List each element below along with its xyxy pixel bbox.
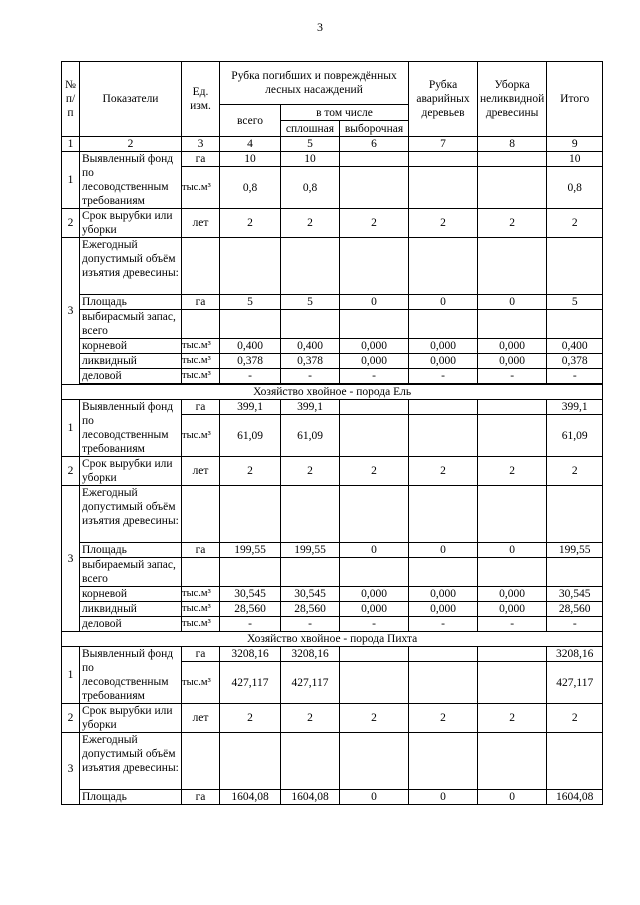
value-cell: 3208,16 (281, 647, 340, 662)
value-cell: 399,1 (547, 400, 603, 415)
value-cell: - (409, 617, 478, 632)
indicator-label: Срок вырубки или уборки (80, 457, 182, 486)
value-cell: - (478, 617, 547, 632)
value-cell: 199,55 (281, 543, 340, 558)
row-number: 3 (62, 486, 80, 632)
value-cell: 10 (220, 152, 281, 167)
value-cell: 2 (547, 209, 603, 238)
unit-cell: тыс.м³ (182, 602, 220, 617)
value-cell: 28,560 (220, 602, 281, 617)
value-cell: 0,000 (478, 339, 547, 354)
section-title: Хозяйство хвойное - порода Ель (62, 385, 603, 400)
header-unit: Ед. изм. (182, 62, 220, 137)
header-including: в том числе (281, 105, 409, 121)
unit-cell: тыс.м³ (182, 587, 220, 602)
col-number: 3 (182, 137, 220, 152)
row-number: 2 (62, 704, 80, 733)
value-cell: 0,000 (340, 602, 409, 617)
unit-cell: га (182, 543, 220, 558)
value-cell: - (220, 617, 281, 632)
value-cell: 0,378 (281, 354, 340, 369)
value-cell (340, 152, 409, 167)
value-cell: 1604,08 (281, 790, 340, 805)
value-cell (409, 167, 478, 209)
unit-cell: лет (182, 457, 220, 486)
value-cell: - (478, 369, 547, 384)
indicator-label: ликвидный (80, 602, 182, 617)
value-cell: 5 (281, 295, 340, 310)
value-cell: - (220, 369, 281, 384)
indicator-label: Площадь (80, 790, 182, 805)
value-cell: 2 (220, 209, 281, 238)
unit-cell: га (182, 647, 220, 662)
row-number: 3 (62, 238, 80, 385)
indicator-label: Ежегодный допустимый объём изъятия древесины: (80, 486, 182, 543)
value-cell: 61,09 (220, 415, 281, 457)
value-cell: 61,09 (281, 415, 340, 457)
unit-cell: тыс.м³ (182, 415, 220, 457)
value-cell: 2 (409, 457, 478, 486)
indicator-label: Выявленный фонд по лесоводственным требованиям (80, 152, 182, 209)
value-cell: 2 (220, 457, 281, 486)
value-cell: 1604,08 (547, 790, 603, 805)
value-cell: 5 (220, 295, 281, 310)
indicator-label: Ежегодный допустимый объём изъятия древесины: (80, 238, 182, 295)
unit-cell: га (182, 790, 220, 805)
value-cell (478, 167, 547, 209)
indicator-label: деловой (80, 617, 182, 632)
indicator-label: Срок вырубки или уборки (80, 704, 182, 733)
page-number: 3 (317, 20, 323, 34)
value-cell: 3208,16 (220, 647, 281, 662)
value-cell: 0 (478, 543, 547, 558)
value-cell: 0,400 (281, 339, 340, 354)
value-cell: 30,545 (220, 587, 281, 602)
value-cell: 427,117 (281, 662, 340, 704)
value-cell: 0,400 (220, 339, 281, 354)
value-cell: - (547, 369, 603, 384)
unit-cell: тыс.м³ (182, 662, 220, 704)
value-cell: - (281, 369, 340, 384)
indicator-label: деловой (80, 369, 182, 384)
value-cell: 199,55 (220, 543, 281, 558)
value-cell: 2 (340, 704, 409, 733)
row-number: 1 (62, 400, 80, 457)
unit-cell: тыс.м³ (182, 617, 220, 632)
header-dead-stands: Рубка погибших и повреждённых лесных насаждений (220, 62, 409, 105)
unit-cell (182, 238, 220, 295)
row-number: 2 (62, 457, 80, 486)
value-cell: 0 (340, 543, 409, 558)
unit-cell: тыс.м³ (182, 339, 220, 354)
value-cell: 0,8 (220, 167, 281, 209)
col-number: 5 (281, 137, 340, 152)
value-cell: 28,560 (281, 602, 340, 617)
value-cell: 0,378 (547, 354, 603, 369)
col-number: 1 (62, 137, 80, 152)
value-cell: 0,000 (478, 602, 547, 617)
header-indicator: Показатели (80, 62, 182, 137)
col-number: 8 (478, 137, 547, 152)
value-cell: 61,09 (547, 415, 603, 457)
value-cell: 427,117 (547, 662, 603, 704)
value-cell: 2 (547, 457, 603, 486)
value-cell: 2 (340, 209, 409, 238)
value-cell: - (340, 617, 409, 632)
value-cell: 0 (409, 543, 478, 558)
row-number: 1 (62, 647, 80, 704)
value-cell: 2 (409, 704, 478, 733)
value-cell: 0,400 (547, 339, 603, 354)
header-selective: выборочная (340, 121, 409, 137)
header-num: № п/п (62, 62, 80, 137)
value-cell: 0,378 (220, 354, 281, 369)
indicator-label: Выявленный фонд по лесоводственным требованиям (80, 400, 182, 457)
value-cell: 30,545 (547, 587, 603, 602)
value-cell: 28,560 (547, 602, 603, 617)
unit-cell: лет (182, 209, 220, 238)
indicator-label: выбирасмый запас, всего (80, 310, 182, 339)
value-cell: 0 (478, 295, 547, 310)
value-cell: 2 (281, 209, 340, 238)
row-number: 3 (62, 733, 80, 805)
value-cell: 2 (281, 704, 340, 733)
value-cell: 0,000 (478, 587, 547, 602)
value-cell: 427,117 (220, 662, 281, 704)
value-cell: 2 (478, 457, 547, 486)
unit-cell (182, 310, 220, 339)
header-illiquid: Уборка неликвидной древесины (478, 62, 547, 137)
value-cell: 0,000 (409, 354, 478, 369)
value-cell: 1604,08 (220, 790, 281, 805)
indicator-label: Площадь (80, 543, 182, 558)
indicator-label: Срок вырубки или уборки (80, 209, 182, 238)
row-number: 2 (62, 209, 80, 238)
value-cell: - (340, 369, 409, 384)
col-number: 2 (80, 137, 182, 152)
value-cell: 0,000 (340, 354, 409, 369)
indicator-label: корневой (80, 339, 182, 354)
value-cell: 30,545 (281, 587, 340, 602)
value-cell: 2 (220, 704, 281, 733)
value-cell: 2 (547, 704, 603, 733)
value-cell (409, 152, 478, 167)
unit-cell: тыс.м³ (182, 369, 220, 384)
unit-cell: лет (182, 704, 220, 733)
value-cell: 2 (340, 457, 409, 486)
value-cell: 0,000 (409, 339, 478, 354)
value-cell: 399,1 (220, 400, 281, 415)
value-cell: 2 (478, 704, 547, 733)
value-cell: 0,000 (409, 587, 478, 602)
value-cell: 3208,16 (547, 647, 603, 662)
value-cell: 2 (478, 209, 547, 238)
unit-cell: га (182, 295, 220, 310)
value-cell: 10 (281, 152, 340, 167)
value-cell: 0,000 (340, 587, 409, 602)
value-cell: - (409, 369, 478, 384)
value-cell: 199,55 (547, 543, 603, 558)
value-cell: 0,8 (547, 167, 603, 209)
header-clear-cut: сплошная (281, 121, 340, 137)
header-all: всего (220, 105, 281, 137)
value-cell: 0 (478, 790, 547, 805)
value-cell: 0 (340, 295, 409, 310)
value-cell: - (281, 617, 340, 632)
indicator-label: ликвидный (80, 354, 182, 369)
felling-table (61, 61, 603, 805)
header-emergency: Рубка аварийных деревьев (409, 62, 478, 137)
value-cell: 0 (409, 295, 478, 310)
unit-cell: га (182, 400, 220, 415)
value-cell: 0 (409, 790, 478, 805)
indicator-label: Ежегодный допустимый объём изъятия древесины: (80, 733, 182, 790)
col-number: 6 (340, 137, 409, 152)
value-cell: 2 (281, 457, 340, 486)
col-number: 4 (220, 137, 281, 152)
col-number: 7 (409, 137, 478, 152)
indicator-label: Площадь (80, 295, 182, 310)
unit-cell: га (182, 152, 220, 167)
value-cell: 0,000 (340, 339, 409, 354)
col-number: 9 (547, 137, 603, 152)
indicator-label: Выявленный фонд по лесоводственным требованиям (80, 647, 182, 704)
value-cell: 2 (409, 209, 478, 238)
section-title: Хозяйство хвойное - порода Пихта (62, 632, 603, 647)
row-number: 1 (62, 152, 80, 209)
value-cell: 0,000 (409, 602, 478, 617)
indicator-label: выбираемый запас, всего (80, 558, 182, 587)
value-cell: 0,8 (281, 167, 340, 209)
unit-cell: тыс.м³ (182, 167, 220, 209)
value-cell (340, 167, 409, 209)
value-cell: 0,000 (478, 354, 547, 369)
value-cell (478, 152, 547, 167)
value-cell: 0 (340, 790, 409, 805)
indicator-label: корневой (80, 587, 182, 602)
value-cell: 5 (547, 295, 603, 310)
value-cell: 399,1 (281, 400, 340, 415)
header-total: Итого (547, 62, 603, 137)
unit-cell: тыс.м³ (182, 354, 220, 369)
value-cell: - (547, 617, 603, 632)
value-cell: 10 (547, 152, 603, 167)
